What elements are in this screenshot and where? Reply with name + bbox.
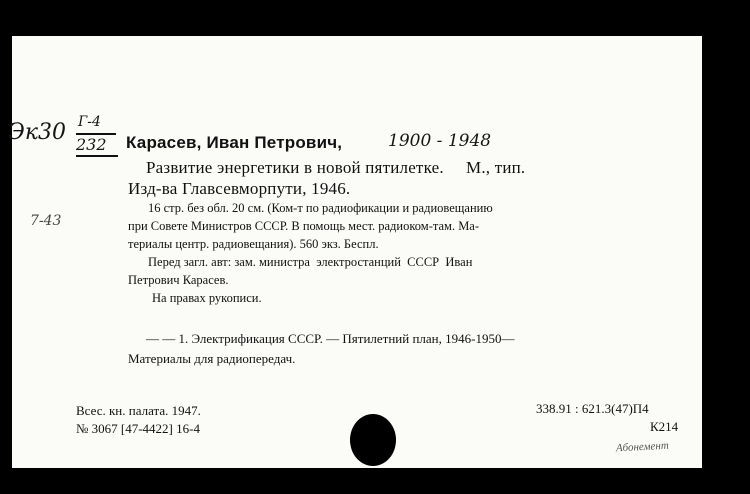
subject-line-1: — — 1. Электрификация СССР. — Пятилетний план, 1946-1950— [146,331,515,346]
notes-line-5: Петрович Карасев. [128,273,229,287]
classification-number: 338.91 : 621.3(47)П4 [536,401,649,416]
catalog-card [8,36,702,468]
author-mark: К214 [650,419,679,434]
shelfmark-margin-note: 7-43 [30,213,62,229]
shelfmark-prefix: Эк30 [8,120,66,145]
footer-left-line-2: № 3067 [47-4422] 16-4 [76,421,200,436]
title-line-1: Развитие энергетики в новой пятилетке. М., тип. [146,158,526,177]
subject-line-2: Материалы для радиопередач. [128,351,296,366]
notes-line-6: На правах рукописи. [152,291,262,305]
footer-left-line-1: Всес. кн. палата. 1947. [76,403,201,418]
author-heading: Карасев, Иван Петрович, [126,133,343,152]
author-dates: 1900 - 1948 [388,131,492,151]
stamp: Абонемент [615,439,670,455]
notes-line-1: 16 стр. без обл. 20 см. (Ком-т по радиофикации и радиовещанию [148,201,493,215]
card-punch-hole [350,414,396,466]
shelfmark-lower: 232 [76,135,107,154]
title-line-2: Изд-ва Главсевморпути, 1946. [128,179,351,198]
notes-line-2: при Совете Министров СССР. В помощь мест. радиоком-там. Ма- [128,219,480,233]
shelfmark-lower-underline [76,155,118,157]
shelfmark-upper: Г-4 [78,114,101,130]
notes-line-4: Перед загл. авт: зам. министра электростанций СССР Иван [148,255,473,269]
notes-line-3: териалы центр. радиовещания). 560 экз. Беспл. [128,237,379,251]
